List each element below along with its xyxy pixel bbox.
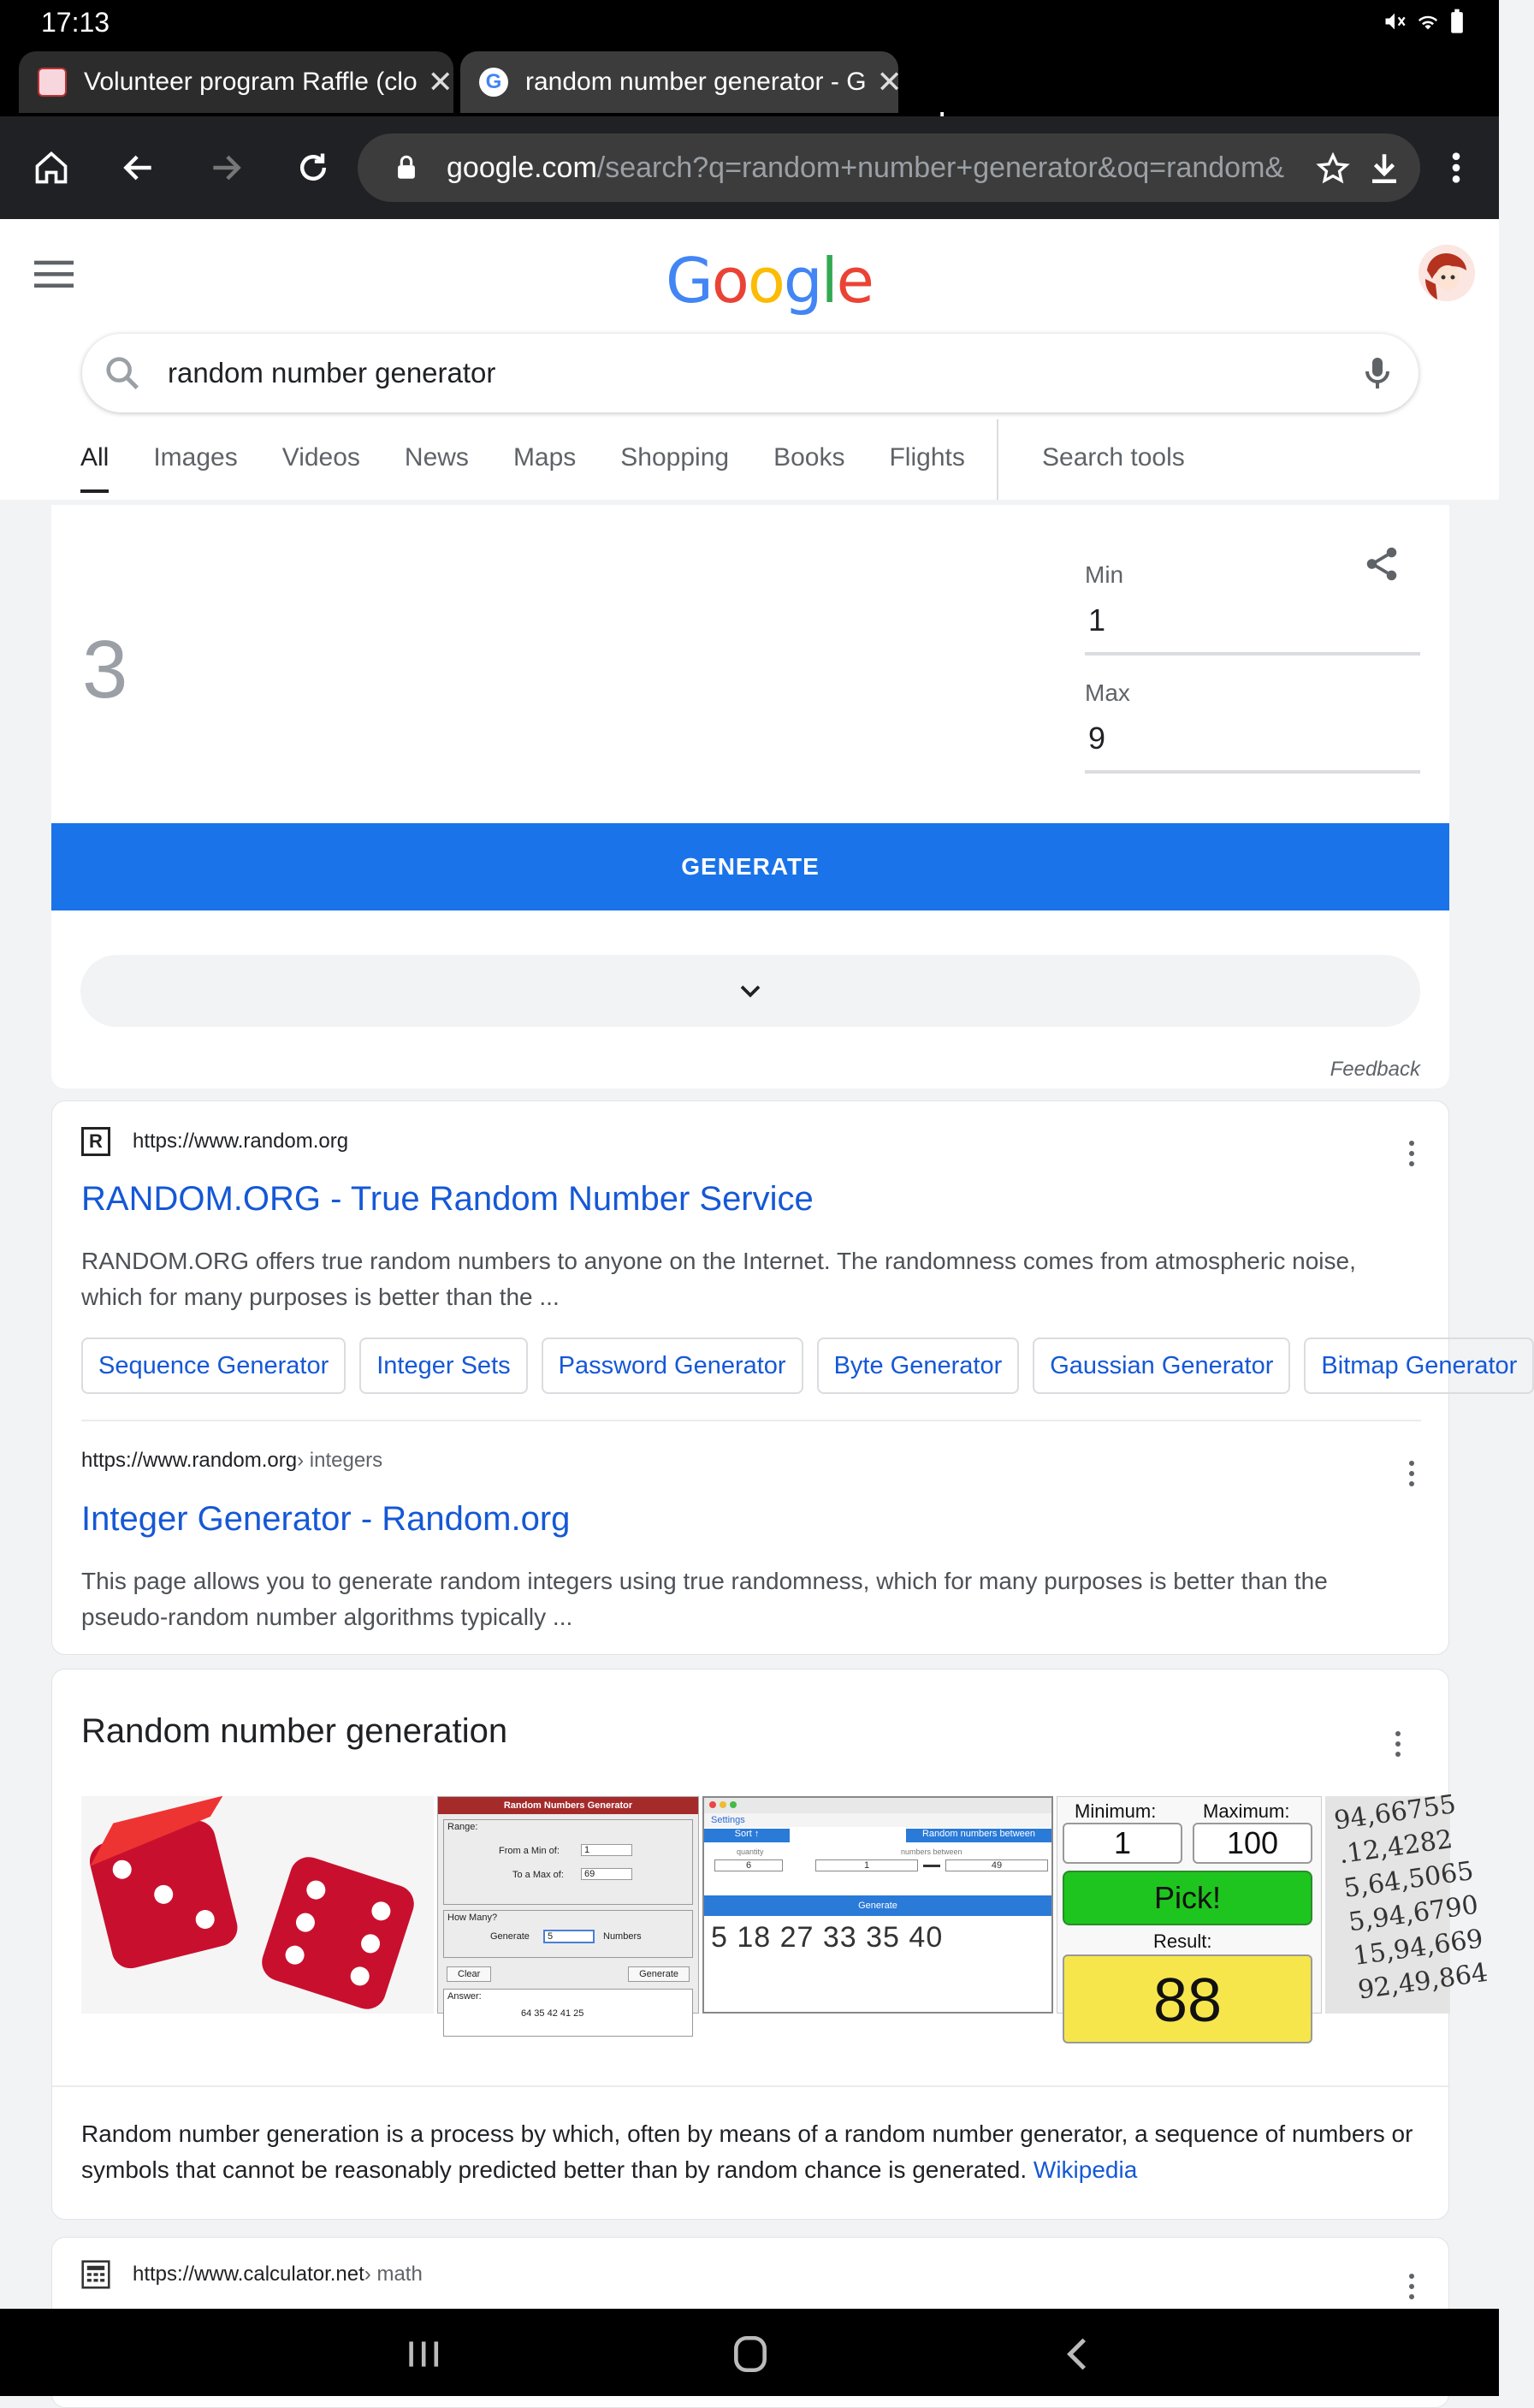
thumb-text: Generate [704,1895,1051,1916]
knowledge-card [51,1669,1490,2220]
calculator-favicon-icon [81,2260,110,2289]
thumb-text: Numbers [603,1931,642,1942]
thumb-text: Generate [490,1931,530,1942]
thumb-text: How Many? [447,1913,498,1923]
tab-title: random number generator - G [525,68,867,96]
thumb-text: 5 [543,1930,595,1943]
tab-title: Volunteer program Raffle (clo [84,68,418,96]
thumb-number: 15,94,669 [1351,1924,1485,1972]
thumb-number: 5,94,6790 [1346,1889,1481,1938]
more-options-icon[interactable] [1407,1461,1416,1486]
logo-letter: G [666,245,712,317]
thumb-number: 94,66755 [1332,1789,1458,1836]
result-url[interactable]: https://www.random.org [133,1130,349,1153]
result-breadcrumb: › integers [297,1449,383,1472]
result-cite [81,2260,423,2289]
lock-icon [392,153,421,182]
close-icon[interactable]: ✕ [427,64,453,99]
tab-flights[interactable]: Flights [889,443,965,472]
url-host: google.com [447,151,597,184]
back-chevron-icon[interactable] [1057,2333,1100,2375]
raffle-favicon-icon [38,68,67,97]
google-favicon-icon: G [479,68,508,97]
result-divider [81,1420,1421,1421]
avatar[interactable] [1419,245,1475,301]
knowledge-heading: Random number generation [81,1712,508,1750]
thumb-text: numbers between [901,1848,962,1856]
thumb-title: Random Numbers Generator [438,1797,698,1814]
system-navigation-bar [0,2309,1499,2396]
url-path: /search?q=random+number+generator&oq=random& [596,151,1285,184]
random-org-favicon-icon: R [81,1127,110,1156]
search-tools-button[interactable]: Search tools [1042,443,1185,472]
thumb-text: Answer: [447,1991,482,2002]
sitelinks [81,1337,1518,1394]
google-header [0,219,1499,500]
thumb-text: quantity [737,1848,764,1856]
sitelink-chip[interactable]: Gaussian Generator [1033,1337,1290,1394]
feedback-link[interactable]: Feedback [1330,1058,1420,1081]
thumb-text: 64 35 42 41 25 [521,2008,584,2019]
result-cite [81,1449,382,1473]
sitelink-chip[interactable]: Integer Sets [359,1337,527,1394]
close-icon[interactable]: ✕ [876,64,903,99]
result-title[interactable]: RANDOM.ORG - True Random Number Service [81,1180,814,1218]
status-bar [0,0,1499,43]
forward-arrow-icon[interactable] [200,142,252,193]
min-field[interactable] [1085,561,1420,655]
reload-icon[interactable] [287,142,339,193]
hamburger-menu-icon[interactable] [34,257,74,291]
thumb-text: 49 [945,1859,1048,1871]
min-label: Min [1085,561,1124,588]
thumb-text: Sort ↑ [704,1829,790,1842]
search-input[interactable]: random number generator [168,357,496,388]
microphone-icon[interactable] [1357,353,1398,394]
wikipedia-link[interactable]: Wikipedia [1033,2156,1138,2183]
dice-image[interactable] [81,1796,434,2014]
result-snippet: RANDOM.ORG offers true random numbers to anyone on the Internet. The randomness comes from atmospheric noise, which for many purposes is better than the ... [81,1248,1356,1310]
thumb-text: 1 [581,1844,632,1856]
battery-icon [1449,9,1465,34]
google-logo[interactable] [666,245,873,317]
thumb-text: 1 [815,1859,918,1871]
thumb-text: Pick! [1063,1871,1312,1925]
logo-letter: g [783,245,821,317]
home-circle-icon[interactable] [729,2333,772,2375]
result-url[interactable]: https://www.calculator.net [133,2263,364,2286]
tab-books[interactable]: Books [773,443,845,472]
tab-random-number-generator[interactable] [460,51,903,113]
logo-letter: e [836,245,873,317]
thumb-text: 6 [714,1859,783,1871]
thumb-number: 5,64,5065 [1342,1855,1476,1904]
thumb-text: 88 [1063,1954,1312,2043]
thumb-text: From a Min of: [499,1846,560,1856]
lottery-generator-image[interactable] [702,1796,1053,2014]
mute-icon [1383,9,1407,33]
max-input[interactable]: 9 [1085,721,1420,774]
recent-apps-icon[interactable] [402,2333,445,2375]
tabs-divider [997,419,998,500]
url-text [447,151,1285,185]
clock: 17:13 [41,7,110,38]
more-options-icon[interactable] [1394,1731,1402,1757]
knowledge-divider [52,2085,1450,2087]
address-bar[interactable] [358,133,1420,202]
sitelink-chip[interactable]: Byte Generator [817,1337,1020,1394]
sitelink-chip[interactable]: Sequence Generator [81,1337,346,1394]
thumb-text: 5 18 27 33 35 40 [711,1921,944,1954]
thumb-text: Generate [628,1966,690,1982]
status-icons [1383,9,1465,34]
logo-letter: l [820,245,837,317]
tab-news[interactable]: News [404,443,469,472]
generated-number: 3 [82,624,128,715]
thumb-text: Clear [447,1966,491,1982]
search-result-card [51,1100,1518,1655]
result-snippet: This page allows you to generate random integers using true randomness, which for many purposes is better than the pseudo-random number algorithms typically ... [81,1568,1328,1630]
thumb-text: Settings [711,1815,745,1825]
wifi-icon [1415,9,1441,33]
search-box[interactable] [82,334,1419,412]
search-icon [103,353,142,393]
thumb-text: Maximum: [1203,1800,1290,1822]
min-input[interactable]: 1 [1085,602,1420,655]
thumb-text: 69 [581,1868,632,1880]
thumb-text: Random numbers between [906,1829,1051,1842]
download-icon[interactable] [1359,142,1410,193]
tab-all[interactable]: All [80,443,109,500]
result-cite [81,1127,348,1156]
search-tabs [80,443,1010,500]
knowledge-description [81,2116,1424,2188]
thumb-text: Result: [1153,1931,1212,1952]
description-text: Random number generation is a process by which, often by means of a random number generator, a sequence of numbers or symbols that cannot be reasonably predicted better than by random chance is generated. [81,2120,1413,2183]
thumb-text: To a Max of: [512,1870,564,1880]
max-field[interactable] [1085,679,1420,774]
image-strip [81,1789,1490,2035]
home-icon[interactable] [26,142,77,193]
more-options-icon[interactable] [1407,2274,1416,2299]
tab-strip [0,43,1499,116]
random-number-widget [51,505,1449,1088]
max-label: Max [1085,679,1130,706]
thumb-text: Minimum: [1075,1800,1157,1822]
generate-button[interactable]: GENERATE [51,823,1449,910]
number-picker-image[interactable] [1057,1796,1322,2035]
thumb-number: .12,4282 [1336,1824,1455,1871]
thumb-text: Range: [447,1822,478,1832]
logo-letter: o [747,245,784,317]
expand-button[interactable] [80,955,1420,1027]
tab-volunteer-raffle[interactable] [19,51,453,113]
thumb-number-list [1332,1788,1490,2008]
random-numbers-generator-image[interactable] [437,1796,699,2019]
more-vertical-icon[interactable] [1430,142,1482,193]
result-title[interactable]: Integer Generator - Random.org [81,1500,571,1538]
number-list-image[interactable] [1325,1789,1490,2014]
sitelink-chip[interactable]: Bitmap Generator [1304,1337,1534,1394]
bookmark-star-icon[interactable] [1314,151,1352,188]
tab-maps[interactable]: Maps [512,443,577,472]
chevron-down-icon [737,982,763,999]
thumb-number: 92,49,864 [1356,1957,1490,2006]
more-options-icon[interactable] [1407,1141,1416,1166]
sitelink-chip[interactable]: Password Generator [542,1337,803,1394]
thumb-text: 100 [1193,1823,1312,1864]
result-breadcrumb: › math [364,2263,423,2286]
tab-images[interactable]: Images [153,443,238,472]
logo-letter: o [711,245,748,317]
browser-toolbar [0,116,1499,219]
thumb-text: 1 [1063,1823,1182,1864]
back-arrow-icon[interactable] [113,142,164,193]
result-url[interactable]: https://www.random.org [81,1449,298,1472]
tab-shopping[interactable]: Shopping [620,443,730,472]
tab-videos[interactable]: Videos [281,443,360,472]
